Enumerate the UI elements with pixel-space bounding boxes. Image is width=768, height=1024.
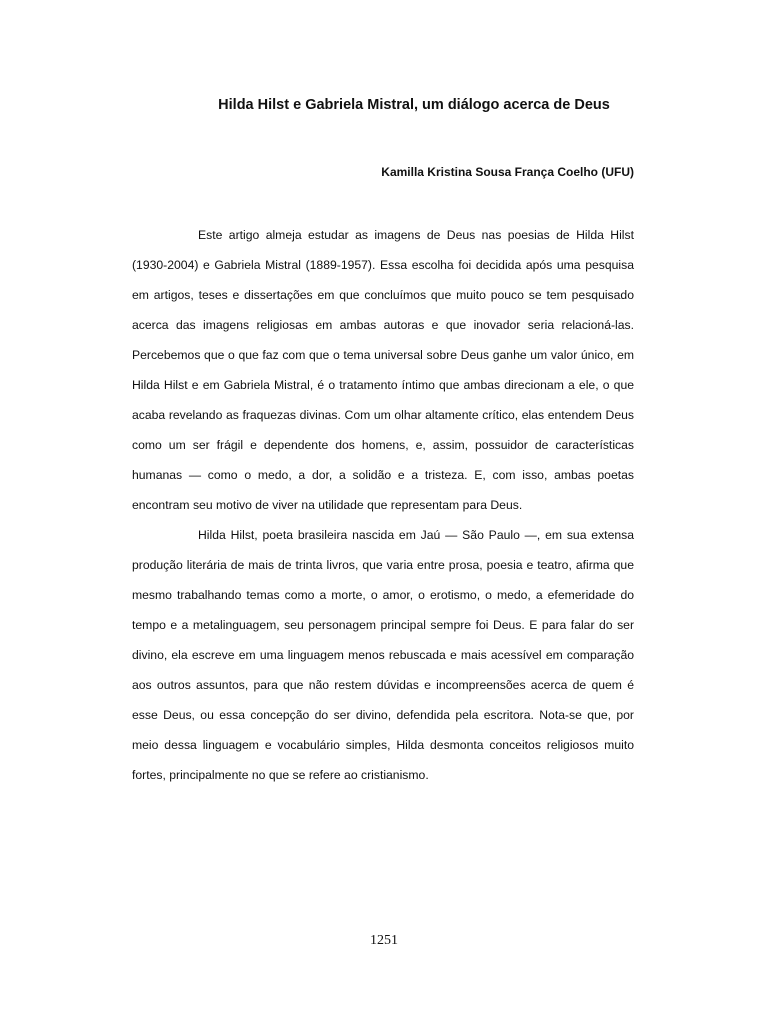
paper-title: Hilda Hilst e Gabriela Mistral, um diálogo acerca de Deus xyxy=(218,97,610,113)
page-number: 1251 xyxy=(370,933,398,948)
body-text xyxy=(132,220,634,790)
author-line: Kamilla Kristina Sousa França Coelho (UFU) xyxy=(381,165,634,179)
paragraph-1: Este artigo almeja estudar as imagens de Deus nas poesias de Hilda Hilst (1930-2004) e Gabriela Mistral (1889-1957). Essa escolha foi decidida após uma pesquisa em artigos, teses e dissertações em que concluímos que muito pouco se tem pesquisado acerca das imagens religiosas em ambas autoras e que inovador seria relacioná-las. Percebemos que o que faz com que o tema universal sobre Deus ganhe um valor único, em Hilda Hilst e em Gabriela Mistral, é o tratamento íntimo que ambas direcionam a ele, o que acaba revelando as fraquezas divinas. Com um olhar altamente crítico, elas entendem Deus como um ser frágil e dependente dos homens, e, assim, possuidor de características humanas — como o medo, a dor, a solidão e a tristeza. E, com isso, ambas poetas encontram seu motivo de viver na utilidade que representam para Deus. xyxy=(132,228,634,512)
paragraph-2: Hilda Hilst, poeta brasileira nascida em Jaú — São Paulo —, em sua extensa produção literária de mais de trinta livros, que varia entre prosa, poesia e teatro, afirma que mesmo trabalhando temas como a morte, o amor, o erotismo, o medo, a efemeridade do tempo e a metalinguagem, seu personagem principal sempre foi Deus. E para falar do ser divino, ela escreve em uma linguagem menos rebuscada e mais acessível em comparação aos outros assuntos, para que não restem dúvidas e incompreensões acerca de quem é esse Deus, ou essa concepção do ser divino, defendida pela escritora. Nota-se que, por meio dessa linguagem e vocabulário simples, Hilda desmonta conceitos religiosos muito fortes, principalmente no que se refere ao cristianismo. xyxy=(132,528,634,782)
